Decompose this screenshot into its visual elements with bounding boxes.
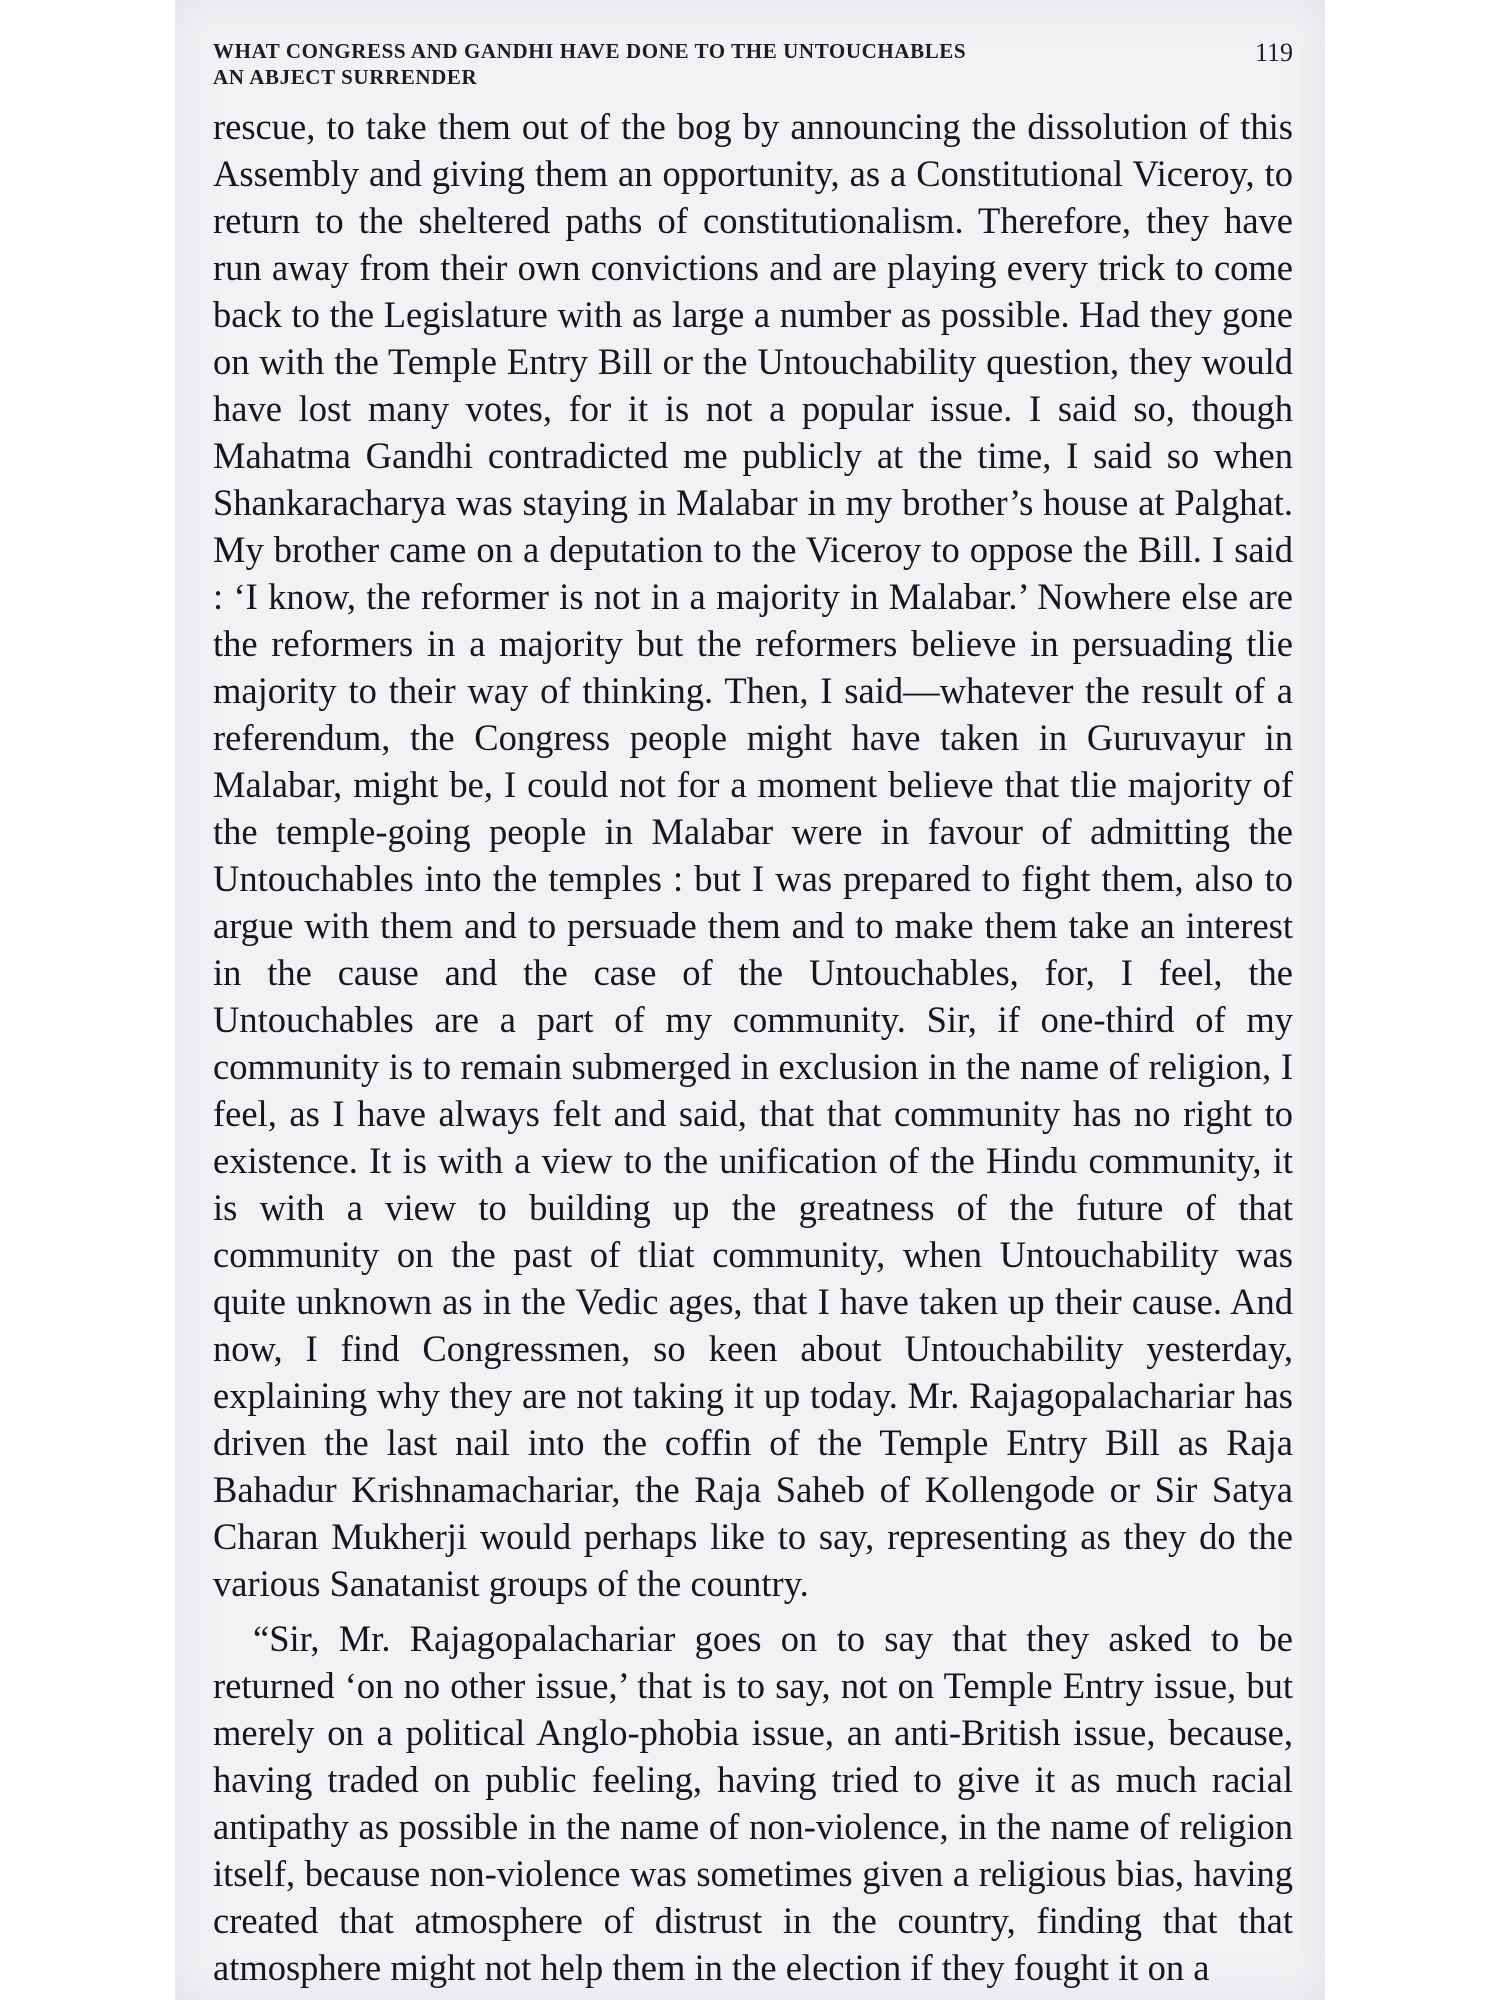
page-number: 119 xyxy=(1254,38,1293,67)
running-head-subtitle: AN ABJECT SURRENDER xyxy=(213,65,478,89)
paragraph-continued: rescue, to take them out of the bog by announcing the dissolution of this Assembly and giving them an opportunity, as a Constitutional Viceroy, to return to the sheltered paths of constitutionalism. Therefore, they have run away from their own convictions and are playing every trick to come back to the Legislature with as large a number as possible. Had they gone on with the Temple Entry Bill or the Untouchability question, they would have lost many votes, for it is not a popular issue. I said so, though Mahatma Gandhi contradicted me publicly at the time, I said so when Shankaracharya was staying in Malabar in my brother’s house at Palghat. My brother came on a deputation to the Viceroy to oppose the Bill. I said : ‘I know, the reformer is not in a majority in Malabar.’ Nowhere else are the reformers in a majority but the reformers believe in persuading tlie majority to their way of thinking. Then, I said—whatever the result of a referendum, the Congress people might have taken in Guruvayur in Malabar, might be, I could not for a moment believe that tlie majority of the temple-going people in Malabar were in favour of admitting the Untouchables into the temples : but I was prepared to fight them, also to argue with them and to persuade them and to make them take an interest in the cause and the case of the Untouchables, for, I feel, the Untouchables are a part of my community. Sir, if one-third of my community is to remain submerged in exclusion in the name of religion, I feel, as I have always felt and said, that that community has no right to existence. It is with a view to the unification of the Hindu community, it is with a view to building up the greatness of the future of that community on the past of tliat community, when Untouchability was quite unknown as in the Vedic ages, that I have taken up their cause. And now, I find Congressmen, so keen about Untouchability yesterday, explaining why they are not taking it up today. Mr. Rajagopalachariar has driven the last nail into the coffin of the Temple Entry Bill as Raja Bahadur Krishnamachariar, the Raja Saheb of Kollengode or Sir Satya Charan Mukherji would perhaps like to say, representing as they do the various Sanatanist groups of the country. xyxy=(213,106,1293,1604)
paragraph-quote: “Sir, Mr. Rajagopalachariar goes on to say that they asked to be returned ‘on no other issue,’ that is to say, not on Temple Entry issue, but merely on a political Anglo-phobia issue, an anti-British issue, because, having traded on public feeling, having tried to give it as much racial antipathy as possible in the name of non-violence, in the name of religion itself, because non-violence was sometimes given a religious bias, having created that atmosphere of distrust in the country, finding that that atmosphere might not help them in the election if they fought it on a xyxy=(213,1618,1293,1988)
book-page xyxy=(175,0,1325,2000)
running-head-title: WHAT CONGRESS AND GANDHI HAVE DONE TO THE UNTOUCHABLES xyxy=(213,39,967,63)
running-head xyxy=(213,38,1293,90)
body-text xyxy=(213,103,1293,1991)
